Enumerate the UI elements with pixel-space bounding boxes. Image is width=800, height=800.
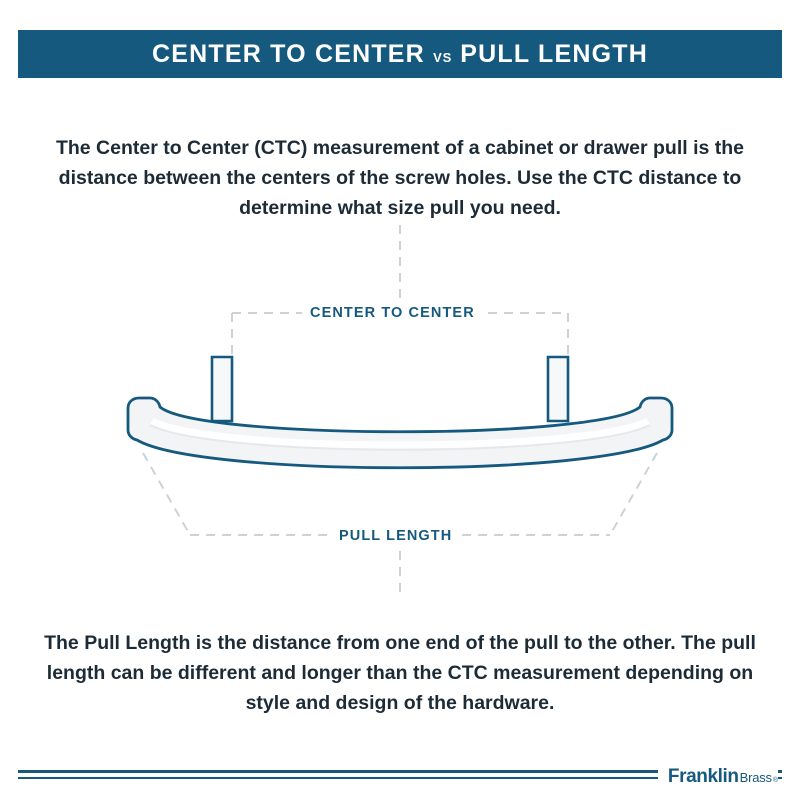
brand-logo — [658, 766, 778, 788]
brand-trademark-icon: ® — [772, 777, 778, 784]
intro-paragraph: The Center to Center (CTC) measurement of a cabinet or drawer pull is the distance between the centers of the screw holes. Use the CTC distance to determine what size pull you need. — [55, 137, 745, 219]
brand-name-main: Franklin — [667, 766, 739, 787]
page-title-part1: CENTER TO CENTER — [152, 39, 425, 68]
mounting-posts — [212, 357, 568, 421]
page-title-vs: vs — [433, 45, 453, 66]
header-bar — [18, 30, 782, 78]
pull-diagram — [0, 225, 800, 600]
page-title — [152, 40, 648, 69]
label-center-to-center: CENTER TO CENTER — [302, 305, 483, 321]
brand-name-sub: Brass — [739, 770, 772, 785]
page-title-part2: PULL LENGTH — [460, 39, 648, 68]
pull-body — [128, 398, 672, 468]
pull-length-paragraph: The Pull Length is the distance from one end of the pull to the other. The pull length can be different and longer than the CTC measurement depending on style and design of the hardware. — [44, 632, 756, 714]
label-pull-length: PULL LENGTH — [331, 528, 460, 544]
